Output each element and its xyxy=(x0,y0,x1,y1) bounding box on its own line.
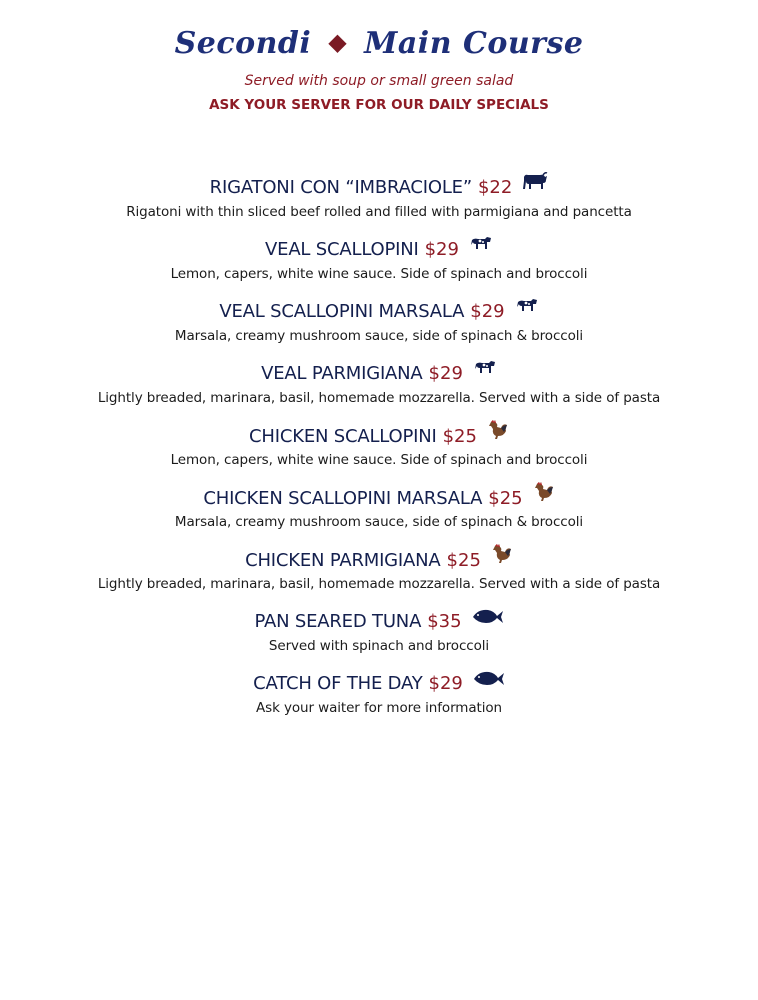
item-name: CHICKEN PARMIGIANA xyxy=(245,550,441,571)
item-price: $22 xyxy=(477,177,513,198)
item-name: RIGATONI CON “IMBRACIOLE” xyxy=(209,177,472,198)
item-name: CHICKEN SCALLOPINI MARSALA xyxy=(203,488,483,509)
item-title xyxy=(0,484,758,512)
rooster-icon xyxy=(491,543,513,574)
menu-item xyxy=(0,236,758,298)
menu-item xyxy=(0,174,758,236)
item-price: $29 xyxy=(428,363,463,384)
item-price: $25 xyxy=(442,426,477,447)
item-title xyxy=(0,608,758,636)
item-name: VEAL SCALLOPINI MARSALA xyxy=(219,301,465,322)
item-title xyxy=(0,670,758,698)
fish-icon xyxy=(473,668,505,696)
item-price: $29 xyxy=(470,301,505,322)
item-price: $29 xyxy=(428,673,463,694)
item-price: $25 xyxy=(488,488,523,509)
item-description: Ask your waiter for more information xyxy=(256,700,502,716)
item-price: $29 xyxy=(424,239,459,260)
item-description: Lightly breaded, marinara, basil, homemade mozzarella. Served with a side of pasta xyxy=(97,576,661,592)
item-description: Lemon, capers, white wine sauce. Side of spinach and broccoli xyxy=(170,266,588,282)
calf-icon xyxy=(469,233,493,262)
page-title xyxy=(0,22,758,66)
item-price: $25 xyxy=(446,550,481,571)
item-description: Marsala, creamy mushroom sauce, side of spinach & broccoli xyxy=(174,328,584,344)
specials-notice: ASK YOUR SERVER FOR OUR DAILY SPECIALS xyxy=(209,97,549,113)
menu-header xyxy=(0,22,758,114)
item-name: VEAL SCALLOPINI xyxy=(265,239,419,260)
item-name: CHICKEN SCALLOPINI xyxy=(249,426,437,447)
item-name: CATCH OF THE DAY xyxy=(253,673,423,694)
item-price: $35 xyxy=(427,611,462,632)
item-title xyxy=(0,422,758,450)
subtitle: Served with soup or small green salad xyxy=(244,73,514,89)
item-description: Marsala, creamy mushroom sauce, side of spinach & broccoli xyxy=(174,514,584,530)
rooster-icon xyxy=(533,481,555,512)
item-title xyxy=(0,298,758,326)
item-description: Lemon, capers, white wine sauce. Side of spinach and broccoli xyxy=(170,452,588,468)
calf-icon xyxy=(515,295,539,324)
item-title xyxy=(0,236,758,264)
calf-icon xyxy=(473,357,497,386)
diamond-icon: ◆ xyxy=(328,27,348,56)
item-description: Served with spinach and broccoli xyxy=(268,638,490,654)
item-title xyxy=(0,546,758,574)
menu-list xyxy=(0,174,758,732)
item-description: Rigatoni with thin sliced beef rolled and filled with parmigiana and pancetta xyxy=(126,204,632,220)
menu-item xyxy=(0,484,758,546)
item-name: PAN SEARED TUNA xyxy=(254,611,422,632)
fish-icon xyxy=(472,606,504,634)
menu-item xyxy=(0,608,758,670)
title-secondi: Secondi xyxy=(174,26,312,61)
menu-item xyxy=(0,360,758,422)
menu-item xyxy=(0,670,758,732)
item-name: VEAL PARMIGIANA xyxy=(261,363,423,384)
title-main-course: Main Course xyxy=(364,26,584,61)
menu-item xyxy=(0,546,758,608)
rooster-icon xyxy=(487,419,509,450)
menu-item xyxy=(0,422,758,484)
item-description: Lightly breaded, marinara, basil, homemade mozzarella. Served with a side of pasta xyxy=(97,390,661,406)
menu-item xyxy=(0,298,758,360)
bull-icon xyxy=(522,171,548,200)
item-title xyxy=(0,174,758,202)
item-title xyxy=(0,360,758,388)
